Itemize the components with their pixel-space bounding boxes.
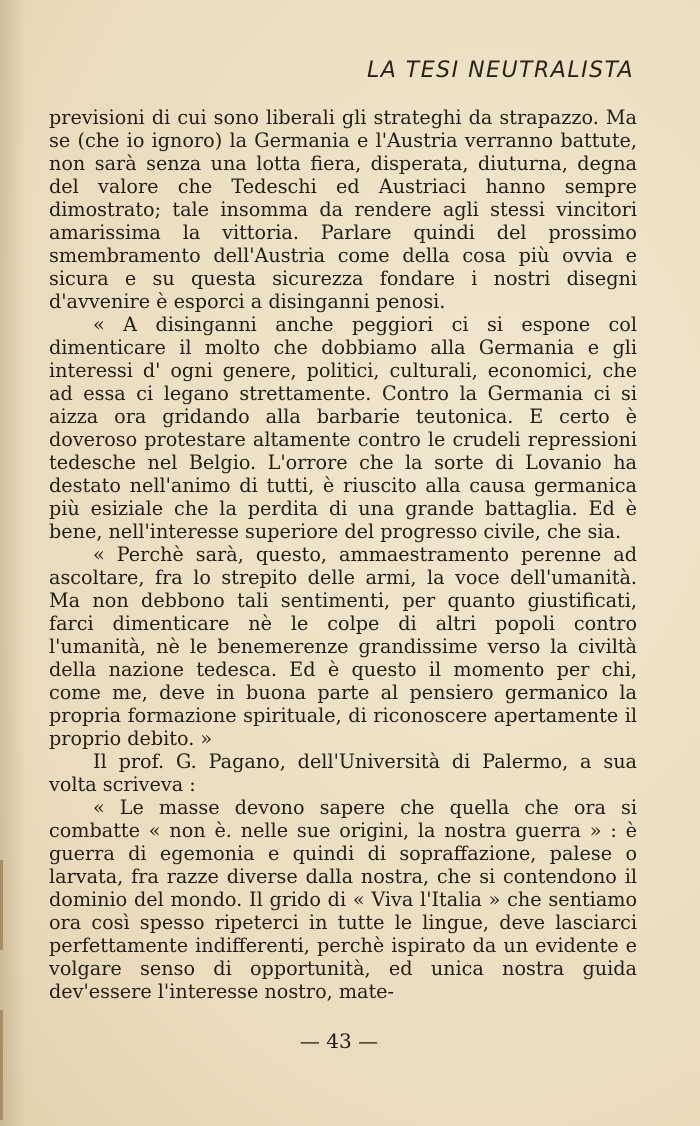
paragraph: Il prof. G. Pagano, dell'Università di Palermo, a sua volta scriveva : xyxy=(49,750,637,796)
paragraph: « Perchè sarà, questo, ammaestramento perenne ad ascoltare, fra lo strepito delle armi, la voce dell'umanità. Ma non debbono tali sentimenti, per quanto giustificati, farci dimenticare nè le colpe di altri popoli contro l'umanità, nè le benemerenze grandissime verso la civiltà della nazione tedesca. Ed è questo il momento per chi, come me, deve in buona parte al pensiero germanico la propria formazione spirituale, di riconoscere apertamente il proprio debito. » xyxy=(49,543,637,750)
page-edge-mark xyxy=(0,860,3,950)
paragraph: « Le masse devono sapere che quella che ora si combatte « non è. nelle sue origini, la nostra guerra » : è guerra di egemonia e quindi di sopraffazione, palese o larvata, fra razze diverse dalla nostra, che si contendono il dominio del mondo. Il grido di « Viva l'Italia » che sentiamo ora così spesso ripeterci in tutte le lingue, deve lasciarci perfettamente indifferenti, perchè ispirato da un evidente e volgare senso di opportunità, ed unica nostra guida dev'essere l'interesse nostro, mate- xyxy=(49,796,637,1003)
page-number: — 43 — xyxy=(299,1029,379,1053)
page-edge-mark xyxy=(0,1010,3,1120)
paragraph: previsioni di cui sono liberali gli strateghi da strapazzo. Ma se (che io ignoro) la Germania e l'Austria verranno battute, non sarà senza una lotta fiera, disperata, diuturna, degna del valore che Tedeschi ed Austriaci hanno sempre dimostrato; tale insomma da rendere agli stessi vincitori amarissima la vittoria. Parlare quindi del prossimo smembramento dell'Austria come della cosa più ovvia e sicura e su questa sicurezza fondare i nostri disegni d'avvenire è esporci a disinganni penosi. xyxy=(49,106,637,313)
running-title: LA TESI NEUTRALISTA xyxy=(367,58,634,83)
body-text xyxy=(49,106,637,1003)
paragraph: « A disinganni anche peggiori ci si espone col dimenticare il molto che dobbiamo alla Germania e gli interessi d' ogni genere, politici, culturali, economici, che ad essa ci legano strettamente. Contro la Germania ci si aizza ora gridando alla barbarie teutonica. E certo è doveroso protestare altamente contro le crudeli repressioni tedesche nel Belgio. L'orrore che la sorte di Lovanio ha destato nell'animo di tutti, è riuscito alla causa germanica più esiziale che la perdita di una grande battaglia. Ed è bene, nell'interesse superiore del progresso civile, che sia. xyxy=(49,313,637,543)
